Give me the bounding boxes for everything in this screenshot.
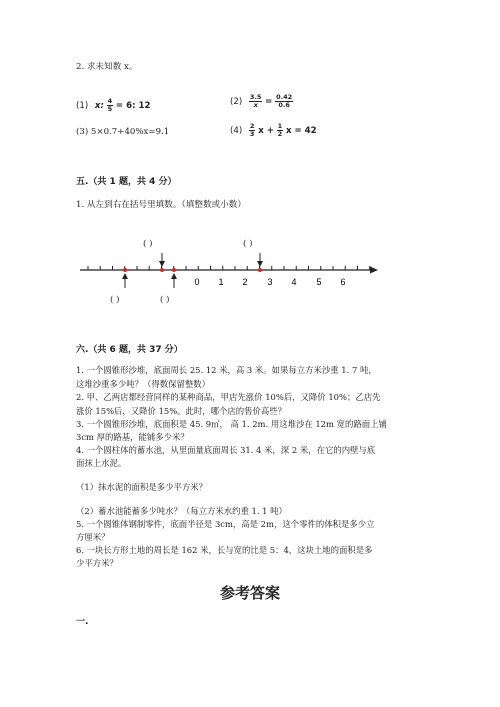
- s6-line-8: 面抹上水泥。: [76, 458, 127, 468]
- s6-line-12: 少平方米？: [76, 558, 118, 568]
- tick-label-2: 2: [242, 277, 248, 287]
- s6-line-2: 这堆沙重多少吨？（得数保留整数）: [76, 379, 210, 389]
- s6-line-5: 3. 一个圆锥形沙堆，底面积是 45. 9㎡， 高 1. 2m. 用这堆沙在 12m 宽的路面上铺: [76, 419, 387, 429]
- point-d: [258, 268, 262, 272]
- s6-sub-2: （2）蓄水池能蓄多少吨水？（每立方米水约重 1. 1 吨）: [76, 506, 287, 516]
- tick-label-3: 3: [267, 277, 273, 287]
- top-bracket-1: ( ): [143, 239, 153, 249]
- equation-3: (3) 5×0.7+40%x=9.1: [76, 127, 170, 137]
- equation-4: (4) $\frac{2}{3}$ x + $\frac{1}{2}$ x = 42: [230, 122, 317, 138]
- answers-first: 一.: [76, 617, 89, 627]
- q2-heading: 2. 求未知数 x。: [76, 62, 138, 72]
- section-6-title: 六.（共 6 题，共 37 分）: [76, 345, 183, 355]
- s6-line-4: 涨价 15%后，又降价 15%。此时，哪个店的售价高些？: [76, 406, 287, 416]
- equation-1: (1) x: $\frac{4}{5}$ = 6: 12: [76, 97, 151, 113]
- tick-label-4: 4: [291, 277, 297, 287]
- s6-line-1: 1. 一个圆锥形沙堆，底面周长 25. 12 米，高 3 米。如果每立方米沙重 1. 7 吨，: [76, 365, 377, 375]
- s6-sub-1: （1）抹水泥的面积是多少平方米？: [76, 482, 207, 492]
- s6-line-3: 2. 甲、乙两店都经营同样的某种商品，甲店先涨价 10%后，又降价 10%；乙店先: [76, 392, 381, 402]
- s6-line-7: 4. 一个圆柱体的蓄水池，从里面量底面周长 31. 4 米，深 2 米，在它的内壁与底: [76, 445, 376, 455]
- bottom-bracket-2: ( ): [160, 295, 170, 305]
- section-5-title: 五.（共 1 题，共 4 分）: [76, 177, 177, 187]
- section-5-q1: 1. 从左到右在括号里填数。（填整数或小数）: [76, 200, 246, 210]
- point-c: [172, 268, 176, 272]
- down-arrows: [159, 253, 263, 267]
- s6-line-6: 3cm 厚的路基，能铺多少米？: [76, 432, 189, 442]
- tick-label-6: 6: [340, 277, 346, 287]
- equation-2: (2) $\frac{3.5}{x}$ = $\frac{0.42}{0.6}$: [230, 93, 293, 109]
- bottom-bracket-1: ( ): [110, 295, 120, 305]
- tick-label-5: 5: [316, 277, 322, 287]
- answers-title: 参考答案: [220, 584, 281, 602]
- tick-label-0: 0: [194, 277, 200, 287]
- point-b: [160, 268, 164, 272]
- s6-line-9: 5. 一个圆锥体钢制零件，底面半径是 3cm，高是 2m，这个零件的体积是多少立: [76, 519, 375, 529]
- s6-line-10: 方厘米？: [76, 532, 110, 542]
- s6-line-11: 6. 一块长方形土地的周长是 162 米，长与宽的比是 5：4，这块土地的面积是多: [76, 545, 373, 555]
- point-a: [123, 268, 127, 272]
- tick-labels: [194, 277, 345, 287]
- up-arrows: [122, 273, 177, 288]
- tick-label-1: 1: [218, 277, 224, 287]
- top-bracket-2: ( ): [243, 239, 253, 249]
